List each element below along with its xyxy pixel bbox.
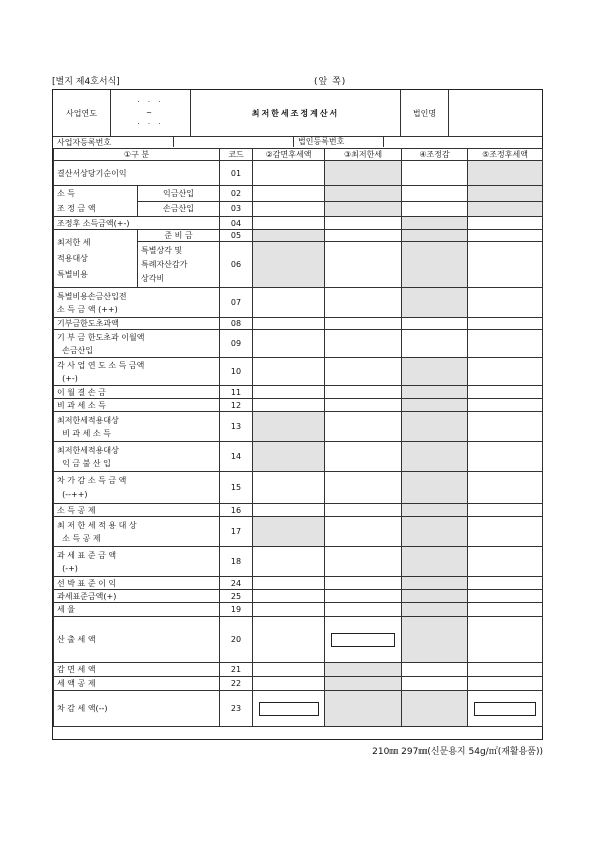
cell-shaded	[402, 504, 468, 517]
label-line-b: (-+)	[62, 563, 78, 573]
cell-min-tax-calc	[325, 617, 402, 663]
cell-input[interactable]	[253, 288, 325, 318]
cell-input[interactable]	[325, 217, 402, 230]
cell-shaded	[325, 201, 402, 217]
cell-shaded	[253, 517, 325, 547]
cell-shaded	[468, 201, 543, 217]
cell-input[interactable]	[325, 472, 402, 504]
table-row	[54, 386, 543, 399]
cell-input[interactable]	[325, 603, 402, 617]
cell-shaded	[402, 242, 468, 288]
cell-input[interactable]	[402, 201, 468, 217]
row-code: 06	[220, 242, 253, 288]
table-row	[54, 603, 543, 617]
row-label: 준 비 금	[138, 230, 220, 242]
table-row	[54, 230, 543, 242]
cell-input[interactable]	[253, 399, 325, 412]
row-group-label	[54, 230, 138, 288]
label-line-b: (+-)	[62, 373, 78, 383]
cell-shaded	[402, 358, 468, 386]
label-line-b: 소 득 금 액 (++)	[57, 304, 118, 314]
cell-input[interactable]	[325, 590, 402, 603]
cell-input[interactable]	[468, 230, 543, 242]
cell-input[interactable]	[402, 330, 468, 358]
label-line-a: 특별상각 및	[141, 245, 183, 255]
table-row	[54, 412, 543, 442]
cell-input[interactable]	[253, 590, 325, 603]
group-line-a: 최저한 세	[57, 237, 91, 247]
row-label: 과세표준금액(+)	[54, 590, 220, 603]
table-row	[54, 547, 543, 577]
cell-input[interactable]	[253, 472, 325, 504]
row-group-label	[54, 186, 138, 217]
cell-shaded	[402, 517, 468, 547]
table-row	[54, 691, 543, 727]
cell-shaded	[402, 590, 468, 603]
form-number: [별지 제4호서식]	[52, 77, 120, 87]
row-label: 차 감 세 액(--)	[54, 691, 220, 727]
group-line-c: 특별비용	[57, 269, 88, 279]
table-row	[54, 504, 543, 517]
cell-input[interactable]	[325, 399, 402, 412]
cell-input[interactable]	[468, 517, 543, 547]
row-label	[54, 517, 220, 547]
label-line-b: 소 득 공 제	[62, 533, 101, 543]
cell-input[interactable]	[468, 358, 543, 386]
column-header-row	[54, 149, 543, 161]
label-line-c: 상각비	[141, 273, 165, 283]
corp-name-field[interactable]	[449, 90, 542, 136]
row-code: 04	[220, 217, 253, 230]
row-label: 비 과 세 소 득	[54, 399, 220, 412]
biz-reg-field[interactable]	[173, 136, 294, 147]
cell-shaded	[402, 547, 468, 577]
row-code: 20	[220, 617, 253, 663]
cell-input[interactable]	[325, 504, 402, 517]
form-header	[52, 74, 543, 88]
row-label	[54, 547, 220, 577]
form-title: 최저한세조정계산서	[191, 90, 401, 136]
cell-input[interactable]	[253, 330, 325, 358]
cell-input[interactable]	[468, 590, 543, 603]
label-line-b: 손금산입	[62, 345, 94, 355]
row-label: 소 득 공 제	[54, 504, 220, 517]
title-block	[53, 90, 542, 137]
cell-shaded	[253, 442, 325, 472]
label-line-a: 과 세 표 준 금 액	[57, 550, 117, 560]
cell-reduced-tax-final	[253, 691, 325, 727]
cell-input[interactable]	[325, 577, 402, 590]
cell-input[interactable]	[253, 663, 325, 677]
highlight-box[interactable]	[474, 702, 536, 716]
cell-input[interactable]	[468, 677, 543, 691]
cell-shaded	[402, 472, 468, 504]
year-tilde: ~	[146, 108, 155, 117]
col-header-reduced-tax: ②감면후세액	[253, 149, 325, 161]
cell-input[interactable]	[325, 517, 402, 547]
cell-input[interactable]	[325, 442, 402, 472]
cell-input[interactable]	[468, 386, 543, 399]
row-label	[54, 472, 220, 504]
cell-shaded	[325, 663, 402, 677]
cell-input[interactable]	[468, 288, 543, 318]
cell-input[interactable]	[325, 318, 402, 330]
row-code: 22	[220, 677, 253, 691]
cell-input[interactable]	[468, 603, 543, 617]
cell-input[interactable]	[325, 412, 402, 442]
row-code: 18	[220, 547, 253, 577]
table-row	[54, 186, 543, 202]
cell-input[interactable]	[468, 504, 543, 517]
row-code: 01	[220, 161, 253, 186]
table-row	[54, 330, 543, 358]
label-line-a: 최저한세적용대상	[57, 445, 119, 455]
cell-adjusted-tax-final	[468, 691, 543, 727]
label-line-b: 특례자산감가	[141, 259, 188, 269]
cell-shaded	[402, 288, 468, 318]
cell-input[interactable]	[253, 318, 325, 330]
table-row	[54, 217, 543, 230]
row-code: 23	[220, 691, 253, 727]
cell-shaded	[402, 217, 468, 230]
table-row	[54, 472, 543, 504]
table-row	[54, 442, 543, 472]
row-code: 24	[220, 577, 253, 590]
row-code: 03	[220, 201, 253, 217]
year-label: 사업연도	[53, 90, 111, 136]
corp-reg-label: 법인등록번호	[293, 136, 388, 147]
cell-input[interactable]	[468, 242, 543, 288]
cell-input[interactable]	[253, 577, 325, 590]
row-code: 17	[220, 517, 253, 547]
cell-shaded	[402, 617, 468, 663]
cell-input[interactable]	[253, 161, 325, 186]
row-code: 05	[220, 230, 253, 242]
cell-input[interactable]	[253, 386, 325, 399]
row-code: 19	[220, 603, 253, 617]
cell-shaded	[253, 230, 325, 242]
cell-input[interactable]	[468, 547, 543, 577]
cell-input[interactable]	[468, 318, 543, 330]
cell-shaded	[468, 186, 543, 202]
row-label: 이 월 결 손 금	[54, 386, 220, 399]
cell-input[interactable]	[468, 617, 543, 663]
col-header-adjust: ④조정감	[402, 149, 468, 161]
col-header-code: 코드	[220, 149, 253, 161]
table-row	[54, 399, 543, 412]
cell-input[interactable]	[325, 547, 402, 577]
calc-table	[53, 148, 543, 727]
row-label	[54, 442, 220, 472]
row-code: 02	[220, 186, 253, 202]
table-row	[54, 663, 543, 677]
col-header-min-tax: ③최저한세	[325, 149, 402, 161]
year-field[interactable]	[111, 90, 191, 136]
cell-shaded	[402, 442, 468, 472]
cell-input[interactable]	[253, 186, 325, 202]
cell-shaded	[325, 161, 402, 186]
cell-shaded	[402, 691, 468, 727]
row-code: 25	[220, 590, 253, 603]
row-label: 감 면 세 액	[54, 663, 220, 677]
label-line-b: 비 과 세 소 득	[62, 428, 111, 438]
label-line-a: 기 부 금 한도초과 이월액	[57, 332, 145, 342]
group-bottom: 조 정 금 액	[57, 204, 96, 213]
highlight-box[interactable]	[331, 633, 395, 647]
table-row	[54, 161, 543, 186]
label-line-a: 특별비용손금산입전	[57, 291, 127, 301]
row-label: 기부금한도초과액	[54, 318, 220, 330]
label-line-a: 각 사 업 연 도 소 득 금액	[57, 360, 145, 370]
cell-input[interactable]	[402, 161, 468, 186]
cell-input[interactable]	[468, 217, 543, 230]
cell-shaded	[402, 412, 468, 442]
table-row	[54, 517, 543, 547]
row-code: 10	[220, 358, 253, 386]
table-row	[54, 577, 543, 590]
cell-input[interactable]	[253, 358, 325, 386]
group-line-b: 적용대상	[57, 253, 88, 263]
cell-shaded	[402, 230, 468, 242]
table-row	[54, 288, 543, 318]
label-line-a: 최저한세적용대상	[57, 415, 119, 425]
cell-input[interactable]	[325, 288, 402, 318]
page-side: (앞 쪽)	[314, 77, 347, 87]
row-label	[54, 288, 220, 318]
row-label	[54, 358, 220, 386]
row-label	[54, 412, 220, 442]
cell-input[interactable]	[253, 504, 325, 517]
cell-shaded	[325, 186, 402, 202]
highlight-box[interactable]	[259, 702, 319, 716]
row-code: 07	[220, 288, 253, 318]
cell-shaded	[402, 577, 468, 590]
cell-input[interactable]	[468, 412, 543, 442]
cell-input[interactable]	[253, 603, 325, 617]
table-row	[54, 318, 543, 330]
row-code: 11	[220, 386, 253, 399]
cell-input[interactable]	[253, 217, 325, 230]
cell-input[interactable]	[402, 677, 468, 691]
cell-shaded	[402, 386, 468, 399]
cell-input[interactable]	[325, 230, 402, 242]
year-dots-bottom: · · ·	[137, 119, 164, 128]
row-label: 세 액 공 제	[54, 677, 220, 691]
row-label	[54, 330, 220, 358]
cell-input[interactable]	[325, 358, 402, 386]
cell-input[interactable]	[468, 472, 543, 504]
cell-input[interactable]	[325, 242, 402, 288]
cell-shaded	[402, 603, 468, 617]
cell-shaded	[325, 677, 402, 691]
row-code: 09	[220, 330, 253, 358]
cell-input[interactable]	[402, 663, 468, 677]
paper-spec: 210㎜ 297㎜(신문용지 54g/㎡(재활용품))	[372, 747, 543, 757]
cell-input[interactable]	[468, 442, 543, 472]
corp-reg-field[interactable]	[383, 136, 543, 147]
col-header-adjusted-tax: ⑤조정후세액	[468, 149, 543, 161]
cell-shaded	[253, 412, 325, 442]
cell-input[interactable]	[468, 663, 543, 677]
row-label	[138, 242, 220, 288]
table-row	[54, 677, 543, 691]
row-code: 08	[220, 318, 253, 330]
table-row	[54, 590, 543, 603]
row-label: 산 출 세 액	[54, 617, 220, 663]
row-label: 세 율	[54, 603, 220, 617]
row-code: 14	[220, 442, 253, 472]
cell-shaded	[253, 242, 325, 288]
row-code: 21	[220, 663, 253, 677]
table-row	[54, 617, 543, 663]
label-line-a: 차 가 감 소 득 금 액	[57, 475, 127, 485]
corp-name-label: 법인명	[401, 90, 449, 136]
biz-reg-label: 사업자등록번호	[57, 138, 112, 147]
year-dots-top: · · ·	[137, 97, 164, 106]
cell-shaded	[468, 161, 543, 186]
row-code: 13	[220, 412, 253, 442]
group-top: 소 득	[57, 189, 75, 198]
row-label: 결산서상당기순이익	[54, 161, 220, 186]
cell-input[interactable]	[253, 547, 325, 577]
table-row	[54, 358, 543, 386]
cell-shaded	[402, 399, 468, 412]
col-header-item: ①구 분	[54, 149, 220, 161]
label-line-b: (--++)	[62, 489, 88, 499]
cell-input[interactable]	[325, 386, 402, 399]
row-label: 익금산입	[138, 186, 220, 202]
cell-input[interactable]	[468, 330, 543, 358]
row-label: 조정후 소득금액(+-)	[54, 217, 220, 230]
row-label: 선 박 표 준 이 익	[54, 577, 220, 590]
row-label: 손금산입	[138, 201, 220, 217]
row-code: 12	[220, 399, 253, 412]
row-code: 16	[220, 504, 253, 517]
cell-input[interactable]	[402, 186, 468, 202]
cell-shaded	[325, 691, 402, 727]
cell-input[interactable]	[468, 577, 543, 590]
tax-form	[52, 89, 543, 740]
cell-input[interactable]	[468, 399, 543, 412]
label-line-b: 익 금 불 산 입	[62, 458, 111, 468]
label-line-a: 최 저 한 세 적 용 대 상	[57, 520, 137, 530]
cell-input[interactable]	[253, 617, 325, 663]
cell-input[interactable]	[402, 318, 468, 330]
cell-input[interactable]	[325, 330, 402, 358]
cell-input[interactable]	[253, 201, 325, 217]
cell-input[interactable]	[253, 677, 325, 691]
row-code: 15	[220, 472, 253, 504]
